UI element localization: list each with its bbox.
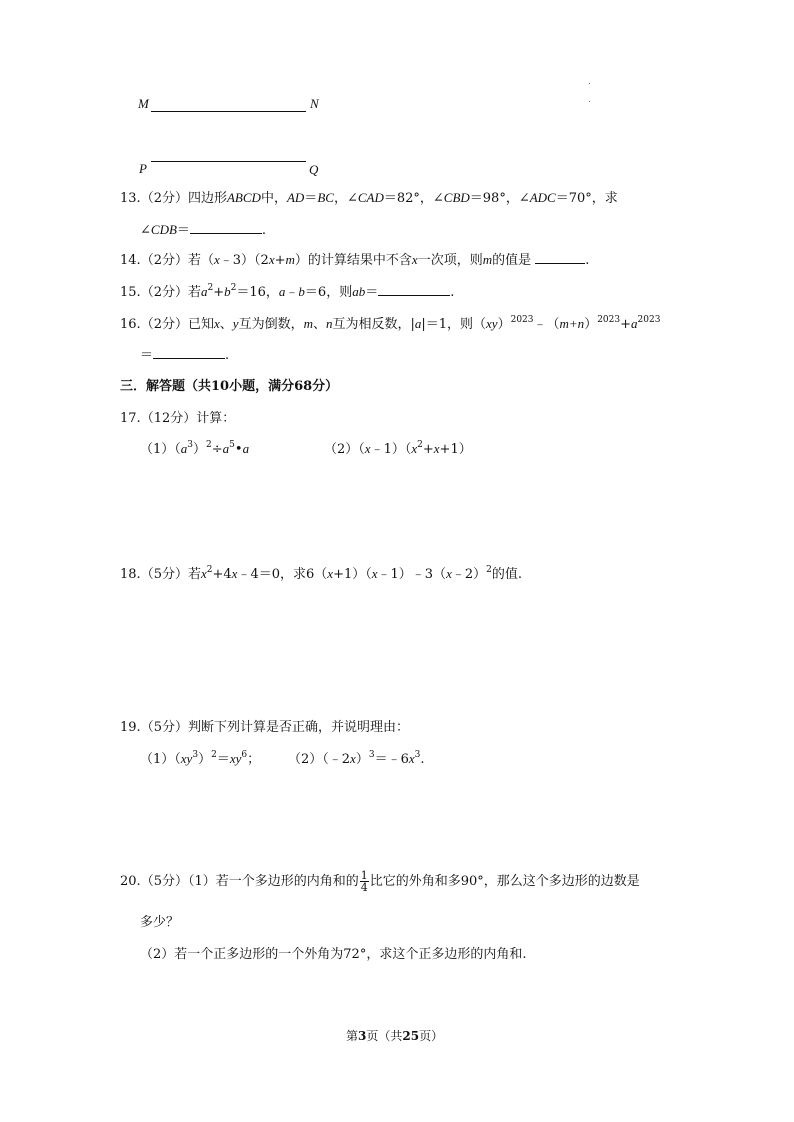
- scan-speck: [589, 101, 590, 102]
- question-13-line-2: ∠CDB＝ .: [140, 222, 267, 238]
- label-q: Q: [309, 162, 319, 177]
- answer-blank-16[interactable]: [153, 346, 225, 359]
- question-15: 15.（2分）若$a^2+b^2=16$，a﹣b＝6，则ab＝ .: [120, 283, 455, 300]
- question-19-part-2: $(2)(﹣2x)^3=﹣6x^3$.: [288, 750, 425, 767]
- question-18: 18.（5分）若$x^2+4x﹣4=0$，求6（x+1）（x﹣1）﹣3（x﹣2）$^2$的值.: [120, 565, 522, 582]
- question-17-part-1: $(1)(a^3)^2\div a^5•a$: [140, 440, 250, 457]
- label-n: N: [310, 96, 319, 111]
- question-20-part-2: （2）若一个正多边形的一个外角为72°，求这个正多边形的内角和.: [140, 947, 527, 962]
- answer-blank-14[interactable]: [535, 251, 585, 264]
- question-13-line-1: 13.（2分）四边形ABCD中，AD＝BC，∠CAD＝82°，∠CBD＝98°，∠ADC＝70°，求: [120, 190, 618, 206]
- line-pq: [151, 161, 306, 162]
- page-footer: 第3页（共25页）: [346, 1029, 444, 1043]
- answer-blank-15[interactable]: [378, 283, 450, 296]
- fraction-one-quarter: $\frac{1}{4}$: [360, 869, 368, 894]
- question-17: 17.（12分）计算：: [120, 411, 236, 426]
- question-14: 14.（2分）若（x﹣3）（2x+m）的计算结果中不含x一次项，则m的值是 .: [120, 252, 590, 268]
- answer-blank-13[interactable]: [190, 221, 262, 234]
- question-20-line-2: 多少？: [140, 915, 180, 930]
- question-19-part-1: $(1)(xy^3)^2=xy^6$；: [140, 750, 261, 767]
- scan-speck: [589, 83, 590, 84]
- label-m: M: [138, 96, 149, 111]
- question-20-line-1: 20.（5分）（1）若一个多边形的内角和的 $\frac{1}{4}$ 比它的外角和多90°，那么这个多边形的边数是: [120, 869, 640, 894]
- label-p: P: [139, 161, 147, 176]
- question-17-part-2: $(2)(x﹣1)(x^2+x+1)$: [324, 440, 472, 457]
- question-16-line-1: 16.（2分）已知x、y互为倒数，m、n互为相反数，|a|＝1，则$(xy)^{2023}﹣(m+n)^{2023}+a^{2023}$: [120, 315, 661, 332]
- line-mn: [151, 111, 306, 112]
- question-19: 19.（5分）判断下列计算是否正确，并说明理由：: [120, 720, 409, 735]
- section-heading: 三．解答题（共10小题，满分68分）: [120, 379, 339, 394]
- question-16-line-2: ＝ .: [140, 348, 230, 363]
